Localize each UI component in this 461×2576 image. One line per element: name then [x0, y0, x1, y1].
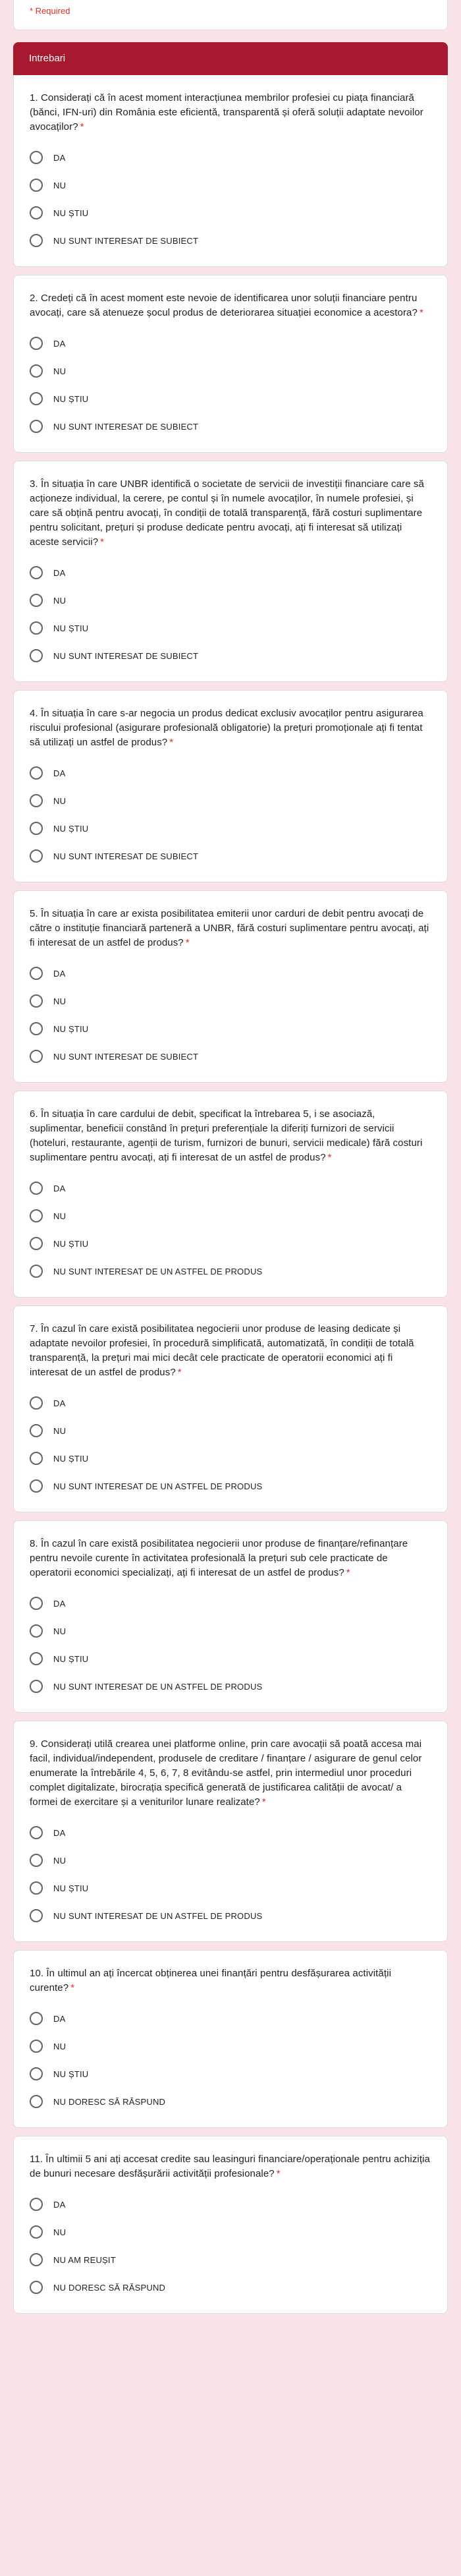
radio-button[interactable]: [30, 337, 43, 350]
radio-button[interactable]: [30, 234, 43, 247]
radio-option[interactable]: [30, 815, 431, 842]
option-label: DA: [53, 968, 66, 979]
question-title: 6. În situația în care cardului de debit, specificat la întrebarea 5, i se asociază, suplimentar, beneficii constând în prețuri preferențiale la diferiți furnizori de servicii (hoteluri, restaurante, agenții de turism, furnizori de bunuri, servicii medicale) fără costuri suplimentare pentru avocați, ați fi interesat de un astfel de produs? *: [30, 1108, 423, 1163]
radio-option[interactable]: [30, 1819, 431, 1846]
radio-button[interactable]: [30, 766, 43, 780]
option-label: NU ȘTIU: [53, 623, 89, 633]
option-label: NU SUNT INTERESAT DE SUBIECT: [53, 235, 199, 246]
radio-option[interactable]: [30, 787, 431, 815]
option-label: NU SUNT INTERESAT DE SUBIECT: [53, 851, 199, 861]
required-asterisk: *: [70, 1982, 75, 1993]
radio-option[interactable]: [30, 2060, 431, 2088]
radio-group: [30, 759, 431, 870]
option-label: DA: [53, 567, 66, 578]
option-label: NU AM REUȘIT: [53, 2254, 116, 2265]
radio-option[interactable]: [30, 227, 431, 254]
option-label: NU ȘTIU: [53, 1238, 89, 1249]
option-label: NU: [53, 1211, 67, 1221]
option-label: NU ȘTIU: [53, 823, 89, 834]
radio-group: [30, 1174, 431, 1285]
radio-option[interactable]: [30, 1673, 431, 1700]
question-card: [13, 461, 448, 682]
radio-group: [30, 1389, 431, 1500]
radio-button[interactable]: [30, 1022, 43, 1035]
radio-button[interactable]: [30, 967, 43, 980]
option-label: DA: [53, 1598, 66, 1609]
question-title: 9. Considerați utilă crearea unei platforme online, prin care avocații să poată accesa mai facil, individual/independent, produsele de creditare / finanțare / asigurare de genul celor enumerate la întrebările 4, 5, 6, 7, 8 evitându-se astfel, prin intermediul unor proceduri complet digitalizate, birocrația specifică generată de justificarea calității de avocat/ a formei de exercitare și a veniturilor lunare realizate? *: [30, 1738, 422, 1808]
option-label: NU DORESC SĂ RĂSPUND: [53, 2096, 166, 2107]
radio-option[interactable]: [30, 1202, 431, 1230]
radio-group: [30, 2190, 431, 2301]
radio-button[interactable]: [30, 822, 43, 835]
question-card: [13, 890, 448, 1083]
radio-option[interactable]: [30, 987, 431, 1015]
option-label: NU ȘTIU: [53, 1023, 89, 1034]
radio-button[interactable]: [30, 206, 43, 219]
option-label: NU ȘTIU: [53, 2069, 89, 2079]
question-title: 5. În situația în care ar exista posibilitatea emiterii unor carduri de debit pentru avocați de către o instituție financiară parteneră a UNBR, fără costuri suplimentare pentru avocați, ați fi interesat de un astfel de produs? *: [30, 908, 429, 948]
radio-button[interactable]: [30, 566, 43, 579]
radio-option[interactable]: [30, 1445, 431, 1472]
radio-option[interactable]: [30, 587, 431, 614]
option-label: NU SUNT INTERESAT DE SUBIECT: [53, 421, 199, 432]
radio-button[interactable]: [30, 2095, 43, 2108]
option-label: NU ȘTIU: [53, 393, 89, 404]
option-label: NU: [53, 1626, 67, 1636]
radio-option[interactable]: [30, 1617, 431, 1645]
radio-button[interactable]: [30, 1452, 43, 1465]
question-title: 1. Considerați că în acest moment interacțiunea membrilor profesiei cu piața financiară (bănci, IFN-uri) din România este eficientă, transparentă și oferă soluții adaptate nevoilor avocaților? *: [30, 92, 423, 132]
radio-button[interactable]: [30, 151, 43, 164]
radio-option[interactable]: [30, 329, 431, 357]
option-label: NU ȘTIU: [53, 1883, 89, 1893]
radio-option[interactable]: [30, 1874, 431, 1902]
radio-button[interactable]: [30, 1050, 43, 1063]
required-asterisk: *: [327, 1152, 332, 1163]
radio-button[interactable]: [30, 2225, 43, 2239]
radio-option[interactable]: [30, 842, 431, 870]
radio-option[interactable]: [30, 1846, 431, 1874]
radio-button[interactable]: [30, 621, 43, 635]
radio-button[interactable]: [30, 1237, 43, 1250]
question-card: [13, 1520, 448, 1713]
radio-button[interactable]: [30, 1182, 43, 1195]
radio-option[interactable]: [30, 1472, 431, 1500]
radio-group: [30, 1589, 431, 1700]
required-card: [13, 0, 448, 30]
section-header: Intrebari: [13, 42, 448, 75]
radio-button[interactable]: [30, 594, 43, 607]
radio-option[interactable]: [30, 2088, 431, 2115]
question-card: [13, 275, 448, 453]
radio-button[interactable]: [30, 2040, 43, 2053]
radio-group: [30, 1819, 431, 1930]
option-label: NU: [53, 2041, 67, 2051]
option-label: NU: [53, 2227, 67, 2237]
radio-group: [30, 144, 431, 254]
radio-button[interactable]: [30, 2253, 43, 2266]
radio-group: [30, 329, 431, 440]
option-label: NU: [53, 1855, 67, 1866]
required-asterisk: *: [169, 737, 174, 748]
radio-option[interactable]: [30, 2246, 431, 2274]
option-label: NU SUNT INTERESAT DE UN ASTFEL DE PRODUS: [53, 1266, 263, 1276]
option-label: NU: [53, 996, 67, 1006]
question-card: [13, 1721, 448, 1942]
radio-group: [30, 2005, 431, 2115]
radio-button[interactable]: [30, 1597, 43, 1610]
radio-option[interactable]: [30, 759, 431, 787]
option-label: NU SUNT INTERESAT DE SUBIECT: [53, 650, 199, 661]
radio-option[interactable]: [30, 559, 431, 587]
question-card: [13, 1950, 448, 2128]
radio-button[interactable]: [30, 1909, 43, 1922]
question-card: [13, 1305, 448, 1512]
option-label: NU: [53, 366, 67, 376]
question-title: 2. Credeți că în acest moment este nevoie de identificarea unor soluții financiare pentru avocați, care să atenueze șocul produs de deteriorarea situației economice a acestora? *: [30, 293, 423, 318]
radio-option[interactable]: [30, 1174, 431, 1202]
required-asterisk: *: [80, 121, 84, 132]
radio-button[interactable]: [30, 1479, 43, 1493]
radio-button[interactable]: [30, 2198, 43, 2211]
option-label: DA: [53, 1398, 66, 1408]
option-label: NU SUNT INTERESAT DE SUBIECT: [53, 1051, 199, 1062]
radio-button[interactable]: [30, 2281, 43, 2294]
radio-button[interactable]: [30, 1680, 43, 1693]
option-label: DA: [53, 338, 66, 349]
option-label: DA: [53, 2199, 66, 2210]
radio-button[interactable]: [30, 994, 43, 1008]
form-container: [13, 0, 448, 2314]
required-asterisk: *: [185, 937, 190, 948]
radio-button[interactable]: [30, 1652, 43, 1665]
radio-button[interactable]: [30, 1624, 43, 1638]
radio-option[interactable]: [30, 171, 431, 199]
radio-option[interactable]: [30, 1257, 431, 1285]
option-label: DA: [53, 152, 66, 163]
required-asterisk: *: [419, 307, 423, 318]
question-title: 7. În cazul în care există posibilitatea negocierii unor produse de leasing dedicate și adaptate nevoilor profesiei, în procedură simplificată, automatizată, în condiții de totală transparență, la prețuri mai mici decât cele practicate de operatorii economici ați fi interesat de un astfel de produs? *: [30, 1323, 414, 1378]
question-card: [13, 690, 448, 882]
radio-option[interactable]: [30, 2032, 431, 2060]
radio-option[interactable]: [30, 385, 431, 413]
radio-button[interactable]: [30, 2067, 43, 2080]
radio-button[interactable]: [30, 794, 43, 807]
question-title: 11. În ultimii 5 ani ați accesat credite sau leasinguri financiare/operaționale pentru achiziția de bunuri necesare desfășurării activității profesionale? *: [30, 2154, 430, 2179]
radio-button[interactable]: [30, 420, 43, 433]
radio-button[interactable]: [30, 649, 43, 662]
radio-option[interactable]: [30, 2005, 431, 2032]
option-label: NU: [53, 180, 67, 190]
radio-option[interactable]: [30, 357, 431, 385]
option-label: NU: [53, 595, 67, 606]
option-label: NU: [53, 795, 67, 806]
radio-option[interactable]: [30, 2218, 431, 2246]
radio-option[interactable]: [30, 1589, 431, 1617]
radio-option[interactable]: [30, 2190, 431, 2218]
radio-button[interactable]: [30, 179, 43, 192]
option-label: NU SUNT INTERESAT DE UN ASTFEL DE PRODUS: [53, 1681, 263, 1692]
option-label: NU: [53, 1425, 67, 1436]
radio-button[interactable]: [30, 1826, 43, 1839]
radio-option[interactable]: [30, 1043, 431, 1070]
radio-option[interactable]: [30, 413, 431, 440]
question-card: [13, 2136, 448, 2314]
option-label: NU DORESC SĂ RĂSPUND: [53, 2282, 166, 2293]
radio-button[interactable]: [30, 364, 43, 378]
option-label: DA: [53, 1827, 66, 1838]
option-label: NU SUNT INTERESAT DE UN ASTFEL DE PRODUS: [53, 1481, 263, 1491]
question-title: 10. În ultimul an ați încercat obținerea unei finanțări pentru desfășurarea activității curente? *: [30, 1968, 392, 1993]
required-asterisk: *: [177, 1367, 182, 1378]
radio-group: [30, 559, 431, 670]
required-asterisk: *: [100, 536, 105, 548]
required-note: * Required: [30, 6, 70, 16]
radio-button[interactable]: [30, 1209, 43, 1222]
radio-option[interactable]: [30, 1015, 431, 1043]
required-asterisk: *: [346, 1567, 350, 1578]
required-asterisk: *: [261, 1796, 266, 1808]
radio-option[interactable]: [30, 1389, 431, 1417]
question-title: 4. În situația în care s-ar negocia un produs dedicat exclusiv avocaților pentru asigurarea riscului profesional (asigurare profesională obligatorie) la prețuri promoționale ați fi tentat să utilizați un astfel de produs? *: [30, 708, 423, 748]
option-label: DA: [53, 2013, 66, 2024]
radio-button[interactable]: [30, 1881, 43, 1895]
radio-button[interactable]: [30, 1424, 43, 1437]
required-asterisk: *: [276, 2168, 281, 2179]
radio-option[interactable]: [30, 1230, 431, 1257]
option-label: NU ȘTIU: [53, 1453, 89, 1464]
radio-option[interactable]: [30, 1645, 431, 1673]
radio-button[interactable]: [30, 1265, 43, 1278]
radio-button[interactable]: [30, 1854, 43, 1867]
radio-option[interactable]: [30, 642, 431, 670]
question-title: 8. În cazul în care există posibilitatea negocierii unor produse de finanțare/refinanțare pentru nevoile curente în activitatea profesională la prețuri sub cele practicate de operatorii economici specializați, ați fi interesat de un astfel de produs? *: [30, 1538, 408, 1578]
radio-option[interactable]: [30, 144, 431, 171]
question-card: [13, 75, 448, 267]
radio-option[interactable]: [30, 959, 431, 987]
option-label: DA: [53, 1183, 66, 1193]
question-title: 3. În situația în care UNBR identifică o societate de servicii de investiții financiare care să acționeze individual, la cerere, pe contul și în numele avocaților, în numele profesiei, și care să obțină pentru avocați, în condiții de totală transparență, fără costuri suplimentare pentru solicitant, prețuri și produse dedicate pentru avocați, ați fi interesat să utilizați aceste servicii? *: [30, 478, 424, 548]
radio-option[interactable]: [30, 614, 431, 642]
radio-option[interactable]: [30, 1902, 431, 1930]
radio-button[interactable]: [30, 849, 43, 863]
radio-option[interactable]: [30, 2274, 431, 2301]
radio-button[interactable]: [30, 392, 43, 405]
option-label: DA: [53, 768, 66, 778]
radio-option[interactable]: [30, 1417, 431, 1445]
radio-option[interactable]: [30, 199, 431, 227]
radio-button[interactable]: [30, 2012, 43, 2025]
option-label: NU SUNT INTERESAT DE UN ASTFEL DE PRODUS: [53, 1910, 263, 1921]
option-label: NU ȘTIU: [53, 208, 89, 218]
question-card: [13, 1091, 448, 1298]
radio-group: [30, 959, 431, 1070]
option-label: NU ȘTIU: [53, 1653, 89, 1664]
radio-button[interactable]: [30, 1396, 43, 1410]
